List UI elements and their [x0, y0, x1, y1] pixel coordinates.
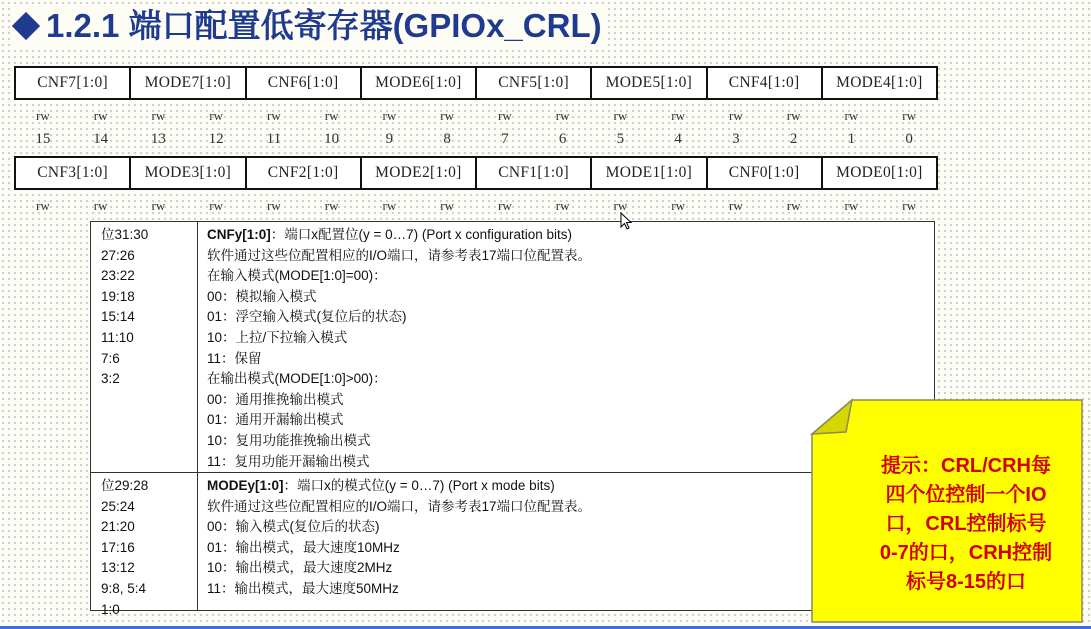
- bit-range: 27:26: [101, 247, 135, 263]
- description-line: 11：复用功能开漏输出模式: [207, 453, 370, 469]
- register-field: CNF4[1:0]: [708, 68, 823, 98]
- bit-number: 1: [847, 131, 856, 147]
- bit-range: 3:2: [101, 371, 120, 387]
- access-label: rw: [382, 198, 397, 213]
- bit-range: 21:20: [101, 519, 135, 535]
- description-line: 11：输出模式，最大速度50MHz: [207, 580, 399, 596]
- access-label: rw: [555, 108, 570, 123]
- bit-number: 7: [501, 131, 509, 147]
- description-line: 00：输入模式(复位后的状态): [207, 519, 380, 535]
- bit-number-row: [14, 131, 938, 148]
- description-line: 软件通过这些位配置相应的I/O端口，请参考表17端口位配置表。: [207, 498, 592, 514]
- bit-range: 9:8, 5:4: [101, 580, 147, 596]
- access-label: rw: [36, 108, 50, 123]
- access-label: rw: [613, 108, 628, 123]
- access-label: rw: [902, 198, 916, 213]
- bit-number: 3: [732, 131, 740, 147]
- description-line: 10：复用功能推挽输出模式: [207, 432, 371, 448]
- access-label: rw: [440, 108, 454, 123]
- access-label: rw: [729, 198, 743, 213]
- register-field: MODE7[1:0]: [131, 68, 246, 98]
- register-field: CNF6[1:0]: [247, 68, 362, 98]
- register-field: CNF7[1:0]: [16, 68, 131, 98]
- bit-number: 0: [905, 131, 913, 147]
- bit-number: 9: [385, 131, 394, 147]
- bit-range: 位31:30: [101, 227, 149, 242]
- description-line: 01：通用开漏输出模式: [207, 412, 344, 428]
- register-field: CNF2[1:0]: [247, 158, 362, 188]
- access-label: rw: [324, 198, 339, 213]
- register-field: MODE6[1:0]: [362, 68, 477, 98]
- access-label: rw: [267, 198, 281, 213]
- register-field: MODE4[1:0]: [836, 74, 923, 91]
- access-label: rw: [671, 198, 685, 213]
- bit-number: 14: [93, 131, 109, 147]
- description-line: 软件通过这些位配置相应的I/O端口，请参考表17端口位配置表。: [207, 247, 592, 263]
- mode-heading: MODEy[1:0]：端口x的模式位(y = 0…7) (Port x mode bits): [207, 478, 555, 493]
- page-title: [10, 4, 608, 48]
- access-label: rw: [440, 198, 454, 213]
- access-label: rw: [613, 198, 628, 213]
- bit-range: 17:16: [101, 539, 135, 555]
- hint-line: 标号8-15的口: [905, 571, 1027, 593]
- access-label: rw: [324, 108, 339, 123]
- access-label: rw: [93, 108, 108, 123]
- description-line: 11：保留: [207, 350, 262, 366]
- bit-number: 10: [324, 131, 340, 147]
- access-label: rw: [209, 108, 223, 123]
- bit-range: 19:18: [101, 288, 135, 304]
- hint-line: 提示：CRL/CRH每: [881, 455, 1051, 477]
- cnf-bit-ranges: [101, 225, 148, 390]
- access-label: rw: [844, 198, 859, 213]
- register-field: MODE1[1:0]: [592, 158, 707, 188]
- bit-number: 6: [558, 131, 567, 147]
- bit-range: 15:14: [101, 309, 135, 325]
- description-line: 01：浮空输入模式(复位后的状态): [207, 309, 407, 325]
- bit-number: 8: [443, 131, 451, 147]
- bit-range: 25:24: [101, 498, 135, 514]
- bit-number: 12: [208, 131, 224, 147]
- access-label: rw: [786, 198, 801, 213]
- register-field: MODE0[1:0]: [836, 164, 923, 181]
- register-field: CNF5[1:0]: [477, 68, 592, 98]
- register-field: CNF3[1:0]: [16, 158, 131, 188]
- bit-range: 11:10: [101, 329, 134, 345]
- mouse-cursor-icon: [620, 212, 634, 232]
- bit-number: 15: [35, 131, 51, 147]
- description-line: 在输入模式(MODE[1:0]=00)：: [207, 268, 387, 284]
- register-field: CNF1[1:0]: [477, 158, 592, 188]
- bit-number: 13: [150, 131, 166, 147]
- access-label: rw: [498, 198, 512, 213]
- access-label: rw: [151, 108, 166, 123]
- access-label: rw: [786, 108, 801, 123]
- register-field: CNF0[1:0]: [708, 158, 823, 188]
- access-label: rw: [209, 198, 223, 213]
- access-row-lower: [14, 198, 938, 214]
- column-divider: [197, 222, 198, 610]
- register-upper-fields: [14, 66, 938, 100]
- register-lower-fields: [14, 156, 938, 190]
- access-label: rw: [267, 108, 281, 123]
- access-row-upper: [14, 108, 938, 124]
- access-label: rw: [498, 108, 512, 123]
- hint-line: 四个位控制一个IO: [885, 484, 1047, 506]
- bit-range: 7:6: [101, 350, 120, 366]
- hint-line: 口，CRL控制标号: [885, 513, 1047, 535]
- hint-line: 0-7的口，CRH控制: [879, 542, 1053, 564]
- bit-range: 1:0: [101, 601, 120, 617]
- description-line: 00：模拟输入模式: [207, 288, 317, 304]
- access-label: rw: [382, 108, 397, 123]
- bit-number: 5: [616, 131, 625, 147]
- description-line: 00：通用推挽输出模式: [207, 391, 344, 407]
- bit-number: 11: [266, 131, 282, 147]
- description-line: 10：上拉/下拉输入模式: [207, 329, 348, 345]
- mode-bit-ranges: [101, 476, 148, 620]
- page-title-text: 1.2.1 端口配置低寄存器(GPIOx_CRL): [46, 7, 602, 44]
- hint-text: [852, 452, 1080, 597]
- register-field: MODE5[1:0]: [592, 68, 707, 98]
- access-label: rw: [671, 108, 685, 123]
- description-line: 01：输出模式，最大速度10MHz: [207, 539, 400, 555]
- bit-number: 4: [674, 131, 682, 147]
- diamond-bullet-icon: [12, 12, 40, 40]
- bit-number: 2: [789, 131, 798, 147]
- register-field: MODE2[1:0]: [362, 158, 477, 188]
- access-label: rw: [36, 198, 50, 213]
- access-label: rw: [844, 108, 859, 123]
- cnf-heading: CNFy[1:0]：端口x配置位(y = 0…7) (Port x configuration bits): [207, 227, 572, 242]
- description-line: 10：输出模式，最大速度2MHz: [207, 560, 393, 576]
- bit-range: 13:12: [101, 560, 135, 576]
- access-label: rw: [902, 108, 916, 123]
- bit-range: 23:22: [101, 268, 135, 284]
- bit-range: 位29:28: [101, 478, 149, 493]
- description-line: 在输出模式(MODE[1:0]>00)：: [207, 371, 387, 387]
- access-label: rw: [729, 108, 743, 123]
- access-label: rw: [555, 198, 570, 213]
- access-label: rw: [93, 198, 108, 213]
- hint-callout: [808, 396, 1086, 626]
- register-field: MODE3[1:0]: [131, 158, 246, 188]
- access-label: rw: [151, 198, 166, 213]
